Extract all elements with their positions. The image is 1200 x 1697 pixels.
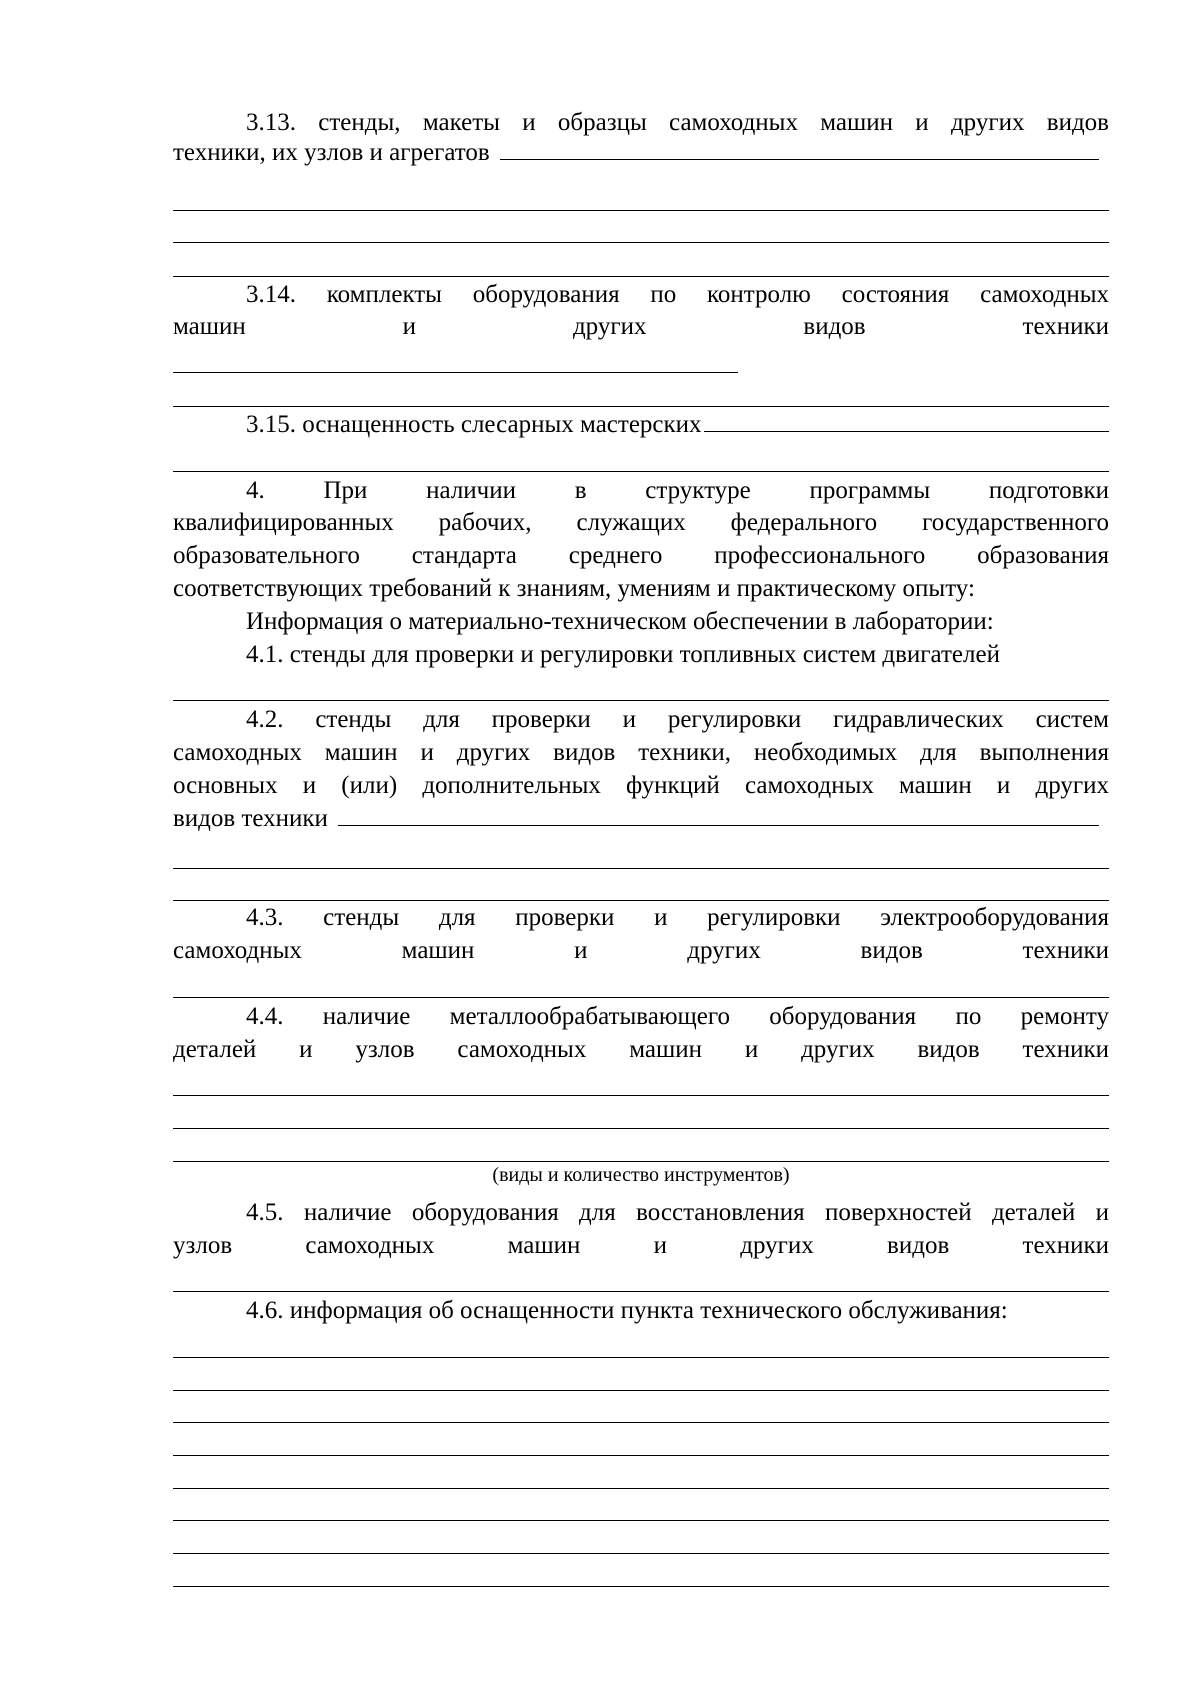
blank-line[interactable] <box>173 1161 1109 1162</box>
blank-line[interactable] <box>173 1128 1109 1129</box>
item-4-line-2: квалифицированных рабочих, служащих федерального государственного <box>173 509 1109 536</box>
item-4-2-label: видов техники <box>173 805 328 832</box>
item-4-4-caption: (виды и количество инструментов) <box>492 1164 790 1186</box>
item-4-2-fill-line[interactable] <box>338 825 1099 826</box>
blank-line[interactable] <box>173 700 1109 701</box>
item-3-15-line <box>173 410 1109 440</box>
item-4-3-line-2: самоходных машин и других видов техники <box>173 937 1109 964</box>
item-4-6-line: 4.6. информация об оснащенности пункта технического обслуживания: <box>246 1297 1008 1324</box>
item-4-2-line-3: основных и (или) дополнительных функций самоходных машин и других <box>173 772 1109 799</box>
blank-line[interactable] <box>173 1357 1109 1358</box>
blank-line[interactable] <box>173 1455 1109 1456</box>
blank-line[interactable] <box>173 1553 1109 1554</box>
item-3-15-fill-line[interactable] <box>704 431 1109 432</box>
item-3-15-label: 3.15. оснащенность слесарных мастерских <box>246 411 702 438</box>
blank-line-short[interactable] <box>173 372 738 373</box>
blank-line[interactable] <box>173 276 1109 277</box>
item-4-3-line-1: 4.3. стенды для проверки и регулировки электрооборудования <box>246 904 1109 931</box>
item-4-5-line-2: узлов самоходных машин и других видов техники <box>173 1232 1109 1259</box>
blank-line[interactable] <box>173 242 1109 243</box>
item-4-line-4: соответствующих требований к знаниям, умениям и практическому опыту: <box>173 575 975 602</box>
blank-line[interactable] <box>173 210 1109 211</box>
item-4-4-line-1: 4.4. наличие металлообрабатывающего оборудования по ремонту <box>246 1003 1109 1030</box>
item-4-2-line-2: самоходных машин и других видов техники, необходимых для выполнения <box>173 739 1109 766</box>
item-3-13-line-1: 3.13. стенды, макеты и образцы самоходных машин и других видов <box>246 109 1109 136</box>
blank-line[interactable] <box>173 1488 1109 1489</box>
blank-line[interactable] <box>173 900 1109 901</box>
item-3-13-line-2 <box>173 138 1109 168</box>
blank-line[interactable] <box>173 1390 1109 1391</box>
blank-line[interactable] <box>173 471 1109 472</box>
item-4-2-line-4 <box>173 804 1109 834</box>
item-3-13-fill-line[interactable] <box>500 159 1099 160</box>
item-4-5-line-1: 4.5. наличие оборудования для восстановления поверхностей деталей и <box>246 1199 1109 1226</box>
blank-line[interactable] <box>173 997 1109 998</box>
item-4-line-1: 4. При наличии в структуре программы подготовки <box>246 477 1109 504</box>
blank-line[interactable] <box>173 1520 1109 1521</box>
blank-line[interactable] <box>173 1586 1109 1587</box>
blank-line[interactable] <box>173 1095 1109 1096</box>
blank-line[interactable] <box>173 1422 1109 1423</box>
item-4-1-line: 4.1. стенды для проверки и регулировки топливных систем двигателей <box>246 641 1000 668</box>
item-4-line-3: образовательного стандарта среднего профессионального образования <box>173 542 1109 569</box>
item-3-14-line-1: 3.14. комплекты оборудования по контролю состояния самоходных <box>246 281 1109 308</box>
item-3-13-label: техники, их узлов и агрегатов <box>173 139 490 166</box>
blank-line[interactable] <box>173 868 1109 869</box>
item-3-14-line-2: машин и других видов техники <box>173 313 1109 340</box>
item-4-info: Информация о материально-техническом обеспечении в лаборатории: <box>246 608 994 635</box>
item-4-4-line-2: деталей и узлов самоходных машин и других видов техники <box>173 1036 1109 1063</box>
blank-line[interactable] <box>173 1291 1109 1292</box>
blank-line[interactable] <box>173 406 1109 407</box>
item-4-2-line-1: 4.2. стенды для проверки и регулировки гидравлических систем <box>246 706 1109 733</box>
